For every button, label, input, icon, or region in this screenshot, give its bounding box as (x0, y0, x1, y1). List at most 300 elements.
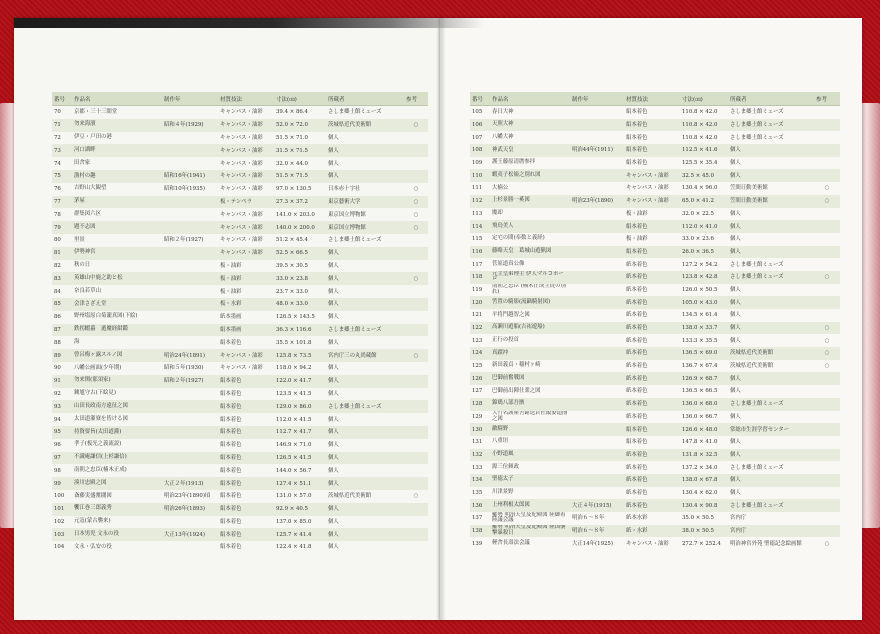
cell-year: 大正２年(1913) (162, 477, 218, 490)
cell-title: 孝子(板光之義流説) (74, 441, 122, 448)
cell-owner: 個人 (328, 416, 339, 423)
cell-title: 茅屋 (72, 196, 162, 209)
cell-title: 天照大神 (490, 119, 570, 132)
cell-medium: 絹本墨画 (218, 324, 274, 337)
cell-title: 羅勢 明治天皇及妃殿図 陸御着陸議会議 (492, 512, 566, 524)
cell-title: 正行の投首 (492, 336, 519, 343)
table-row (52, 388, 428, 401)
cell-title: 聖徳太子 (490, 474, 570, 487)
table-row (470, 537, 840, 550)
table-row (470, 131, 840, 144)
cell-ref: ○ (814, 347, 840, 360)
cell-medium: 板・テンペラ (218, 196, 274, 209)
cell-medium: キャンバス・油彩 (218, 221, 274, 234)
cell-title: 八重垣 (492, 438, 509, 445)
cell-medium: 絹本着色 (624, 246, 680, 259)
cell-year (570, 157, 624, 170)
cell-year (570, 131, 624, 144)
cell-no: 81 (52, 247, 72, 260)
cell-no: 71 (52, 119, 72, 132)
table-row (52, 119, 428, 132)
cell-year (570, 296, 624, 309)
table-row (470, 334, 840, 347)
cell-no: 85 (52, 298, 72, 311)
cell-size: 110.8 × 42.0 (682, 134, 718, 141)
cell-owner: さしま郷土館ミューズ (728, 119, 814, 132)
left-page (14, 18, 442, 620)
cell-title: 小野道風 (490, 449, 570, 462)
book-fold (436, 18, 446, 620)
cell-ref: ○ (814, 195, 840, 208)
cell-title: 漁村の趣 (72, 170, 162, 183)
cell-title: 持資要旨(太田道灌) (72, 426, 162, 439)
cell-size: 122.0 × 41.7 (274, 375, 326, 388)
cell-no: 80 (54, 237, 61, 244)
cell-medium: キャンバス・油彩 (220, 186, 263, 193)
cell-ref: ○ (413, 186, 419, 193)
cell-ref (404, 413, 428, 426)
cell-owner: さしま郷土館ミューズ (728, 271, 814, 284)
right-page (440, 18, 862, 620)
cell-year (162, 336, 218, 349)
table-row (52, 285, 428, 298)
cell-medium: 絹本着色 (218, 426, 274, 439)
cell-size: 31.5 × 71.5 (274, 144, 326, 157)
cell-owner: 個人 (328, 160, 339, 167)
cell-title: 川津景野 (492, 489, 514, 496)
cell-medium: 絹本着色 (218, 528, 274, 541)
cell-medium: 紙本着色 (624, 372, 680, 385)
table-row (470, 461, 840, 474)
cell-size: 112.5 × 41.6 (680, 144, 728, 157)
cell-size: 112.0 × 41.5 (276, 416, 312, 423)
cell-size: 136.5 × 69.0 (680, 347, 728, 360)
cell-medium: キャンバス・油彩 (218, 144, 274, 157)
cell-ref (404, 234, 428, 247)
cell-medium: キャンバス・油彩 (624, 195, 680, 208)
cell-size: 112.0 × 41.0 (680, 220, 728, 233)
cell-size: 136.0 × 66.7 (682, 413, 718, 420)
cell-year (570, 436, 624, 449)
table-row (470, 499, 840, 512)
cell-title: 田舎家 (74, 159, 91, 166)
cell-ref (814, 258, 840, 271)
cell-ref: ○ (824, 540, 830, 547)
cell-size: 92.9 × 40.5 (274, 503, 326, 516)
cell-owner: 個人 (326, 477, 404, 490)
header-size: 寸法(㎝) (680, 92, 728, 106)
table-row (52, 247, 428, 260)
cell-ref (404, 260, 428, 273)
header-size: 寸法(㎝) (274, 92, 326, 106)
cell-no: 112 (470, 195, 490, 208)
table-row (52, 362, 428, 375)
header-no: 番号 (470, 92, 490, 106)
cell-no: 117 (472, 261, 483, 268)
table-row (52, 144, 428, 157)
table-row (52, 272, 428, 285)
cell-ref (404, 285, 428, 298)
cell-title: 飛鳥美人 (490, 220, 570, 233)
cell-ref: ○ (404, 272, 428, 285)
cell-size: 110.8 × 42.0 (680, 119, 728, 132)
table-row (470, 106, 840, 119)
cell-title: 太田道灌寮を皆ける図 (74, 415, 128, 422)
cell-no: 75 (52, 170, 72, 183)
cell-size: 131.0 × 57.0 (276, 493, 312, 500)
cell-medium: 紙本着色 (626, 337, 648, 344)
cell-owner: 個人 (328, 288, 339, 295)
cell-title: 群集図六区 (74, 210, 101, 217)
cell-owner: 個人 (730, 439, 741, 446)
cell-year (162, 311, 218, 324)
cell-year: 昭和２年(1927) (162, 375, 218, 388)
cell-no: 116 (470, 246, 490, 259)
cell-year (162, 247, 218, 260)
cell-medium: 紙・水彩 (624, 525, 680, 538)
cell-size: 32.0 × 22.5 (682, 210, 714, 217)
cell-year (162, 516, 218, 529)
cell-no: 74 (54, 160, 61, 167)
cell-size: 141.0 × 203.0 (276, 211, 315, 218)
cell-ref (404, 464, 428, 477)
cell-medium: 絹本着色 (624, 220, 680, 233)
cell-no: 101 (52, 503, 72, 516)
header-ref: 参考 (404, 92, 428, 106)
cell-size: 125.7 × 41.4 (274, 528, 326, 541)
cell-no: 122 (470, 322, 490, 335)
cell-year (570, 334, 624, 347)
cell-size: 126.5 × 143.5 (276, 314, 315, 321)
cell-title: 南朝之忠臣 (楠木正成主従の別れ) (492, 283, 566, 295)
cell-title: 鉄拐蝦蟇 遁魔経紺鑑 (72, 324, 162, 337)
table-row (470, 182, 840, 195)
cell-no: 108 (470, 144, 490, 157)
cell-title: 吉野山大観望 (74, 185, 107, 192)
cell-medium: 紙本着色 (624, 499, 680, 512)
header-no: 番号 (52, 92, 72, 106)
cell-title: 源三位頼政 (492, 463, 519, 470)
cell-medium: キャンバス・油彩 (218, 170, 274, 183)
cell-year (162, 541, 218, 554)
cell-owner: 個人 (326, 298, 404, 311)
table-row (52, 349, 428, 362)
cell-owner: 個人 (326, 503, 404, 516)
table-header-row (470, 92, 840, 106)
table-row (52, 528, 428, 541)
cell-year (570, 309, 624, 322)
cell-medium: 絹本着色 (220, 390, 242, 397)
right-artwork-table (470, 92, 840, 550)
cell-title: 伊勢神宮 (72, 247, 162, 260)
cell-year (570, 474, 624, 487)
cell-ref (814, 385, 840, 398)
cell-ref (814, 309, 840, 322)
cell-no: 130 (470, 423, 490, 436)
cell-medium: 絹本着色 (220, 493, 242, 500)
cell-year: 昭和２年(1927) (164, 237, 204, 244)
cell-year: 明治24年(1891) (162, 349, 218, 362)
cell-owner: 個人 (730, 210, 741, 217)
cell-no: 97 (52, 452, 72, 465)
table-row (52, 170, 428, 183)
cell-medium: 紙本着色 (624, 322, 680, 335)
cell-ref (404, 298, 428, 311)
cell-title: 会津さざえ堂 (72, 298, 162, 311)
cell-year: 大正14年(1925) (572, 540, 613, 547)
cell-year (162, 400, 218, 413)
cell-no: 105 (472, 109, 483, 116)
cell-no: 128 (470, 398, 490, 411)
cell-owner: 個人 (730, 236, 741, 243)
table-header-row (52, 92, 428, 106)
cell-owner: 個人 (326, 170, 404, 183)
cell-ref (404, 247, 428, 260)
cell-owner: さしま郷土館ミューズ (730, 464, 784, 471)
cell-year (570, 284, 624, 297)
cell-year (162, 196, 218, 209)
cell-title: 護王藤原清麿参拝 (492, 159, 536, 166)
cell-year (162, 439, 218, 452)
cell-title: 大竹名護屋筈鎗送倉佐飯姿道圏之図 (492, 410, 568, 422)
cell-owner: 宮内庁 (728, 525, 814, 538)
cell-no: 126 (470, 372, 490, 385)
cell-title: 不識庵謙信(上杉謙信) (72, 452, 162, 465)
cell-year (162, 208, 218, 221)
cell-ref (814, 525, 840, 538)
cell-owner: 個人 (730, 337, 741, 344)
cell-year (162, 413, 218, 426)
cell-no: 129 (472, 413, 483, 420)
cell-ref (814, 220, 840, 233)
cell-no: 111 (472, 185, 483, 192)
cell-title: 英雄山中鹿之助と松 (72, 272, 162, 285)
table-row (52, 400, 428, 413)
cell-no: 123 (472, 337, 483, 344)
cell-year (570, 461, 624, 474)
cell-medium: 紙本着色 (624, 271, 680, 284)
cell-size: 65.0 × 41.2 (680, 195, 728, 208)
cell-ref (814, 474, 840, 487)
cell-owner: 宮内庁 (730, 515, 747, 522)
cell-medium: キャンバス・油彩 (626, 185, 669, 192)
cell-no: 136 (470, 499, 490, 512)
cell-owner: さしま郷土館ミューズ (728, 398, 814, 411)
cell-medium: 紙本着色 (624, 474, 680, 487)
cell-owner: さしま郷土館ミューズ (326, 324, 404, 337)
table-row (470, 512, 840, 525)
cell-year (570, 360, 624, 373)
table-row (52, 375, 428, 388)
cell-no: 102 (54, 518, 65, 525)
cell-no: 93 (52, 400, 72, 413)
cell-size: 51.5 × 71.0 (276, 134, 308, 141)
cell-owner: 個人 (328, 262, 339, 269)
cell-owner: 個人 (328, 134, 339, 141)
cell-owner: 茨城県近代美術館 (730, 363, 774, 370)
cell-size: 112.7 × 41.7 (274, 426, 326, 439)
cell-no: 86 (54, 314, 61, 321)
cell-title: 上州利根太郎図 (490, 499, 570, 512)
cell-ref (814, 449, 840, 462)
cell-medium: 紙本着色 (624, 449, 680, 462)
table-row (470, 360, 840, 373)
cell-year: 明治６～８年 (570, 525, 624, 538)
cell-medium: 紙本着色 (626, 413, 648, 420)
cell-no: 109 (472, 160, 483, 167)
cell-ref (814, 106, 840, 119)
cell-medium: 紙本着色 (626, 464, 648, 471)
cell-medium: 絹本着色 (220, 339, 242, 346)
cell-medium: 板・油彩 (626, 210, 648, 217)
cell-size: 51.2 × 45.4 (276, 237, 308, 244)
cell-year (570, 487, 624, 500)
cell-title: 平将門越智之図 (492, 311, 530, 318)
cell-size: 130.4 × 90.8 (680, 499, 728, 512)
cell-no: 134 (470, 474, 490, 487)
cell-owner: 個人 (728, 169, 814, 182)
cell-year (162, 132, 218, 145)
cell-medium: 板・水彩 (218, 298, 274, 311)
cell-title: 湊川忠殿之図 (72, 477, 162, 490)
header-owner: 所蔵者 (326, 92, 404, 106)
cell-size: 138.0 × 33.7 (680, 322, 728, 335)
cell-no: 88 (54, 339, 61, 346)
cell-year (570, 423, 624, 436)
cell-size: 32.0 × 44.0 (276, 160, 308, 167)
cell-year (570, 385, 624, 398)
cell-title: 曾呂梅ヶ露スルノ図 (72, 349, 162, 362)
table-row (52, 541, 428, 554)
cell-no: 87 (52, 324, 72, 337)
header-year: 制作年 (162, 92, 218, 106)
cell-owner: 個人 (730, 160, 741, 167)
cell-medium: 絹本着色 (624, 119, 680, 132)
cell-medium: キャンバス・油彩 (220, 211, 263, 218)
cell-ref (814, 436, 840, 449)
table-row (52, 298, 428, 311)
cell-year (570, 119, 624, 132)
cell-ref (404, 144, 428, 157)
cell-no: 89 (52, 349, 72, 362)
cell-size: 133.3 × 35.5 (682, 337, 718, 344)
cell-ref (814, 487, 840, 500)
cell-medium: 紙本着色 (626, 286, 648, 293)
cell-owner: さしま郷土館ミューズ (328, 237, 382, 244)
table-row (470, 322, 840, 335)
cell-ref (404, 132, 428, 145)
cell-title: 神武天皇 (490, 144, 570, 157)
cell-size: 123.5 × 41.5 (276, 390, 312, 397)
cell-year (162, 464, 218, 477)
cell-ref (814, 411, 840, 424)
cell-owner: 明治神宮外苑 聖徳記念絵画館 (730, 540, 802, 547)
cell-no: 133 (472, 464, 483, 471)
cell-owner: さしま郷土館ミューズ (730, 134, 784, 141)
cell-year: 明治44年(1911) (570, 144, 624, 157)
cell-title: 八幡公画面(少年期) (74, 364, 122, 371)
cell-size: 146.9 × 71.0 (276, 442, 312, 449)
cell-medium: キャンバス・油彩 (220, 365, 263, 372)
cell-medium: 板・油彩 (220, 262, 242, 269)
table-row (470, 195, 840, 208)
cell-owner: 常総市生涯学習センター (728, 423, 814, 436)
cell-size: 122.4 × 41.8 (276, 544, 312, 551)
table-row (470, 284, 840, 297)
table-row (52, 221, 428, 234)
header-medium: 材質技法 (218, 92, 274, 106)
cell-size: 125.5 × 35.4 (682, 160, 718, 167)
cell-no: 118 (470, 271, 490, 284)
cell-no: 72 (54, 134, 61, 141)
table-row (52, 157, 428, 170)
cell-no: 82 (54, 262, 61, 269)
cell-title: 真蹟冲 (490, 347, 570, 360)
cell-size: 26.0 × 36.5 (680, 246, 728, 259)
cell-title: 里景 (74, 236, 85, 243)
cell-medium: 絹本着色 (220, 467, 242, 474)
cell-medium: キャンバス・油彩 (218, 119, 274, 132)
cell-owner: 東京国立博物館 (328, 211, 366, 218)
cell-owner: 個人 (326, 375, 404, 388)
cell-ref (814, 144, 840, 157)
cell-no: 138 (470, 525, 490, 538)
cell-medium: キャンバス・油彩 (218, 349, 274, 362)
table-row (470, 169, 840, 182)
cell-year: 昭和５年(1930) (164, 365, 204, 372)
cell-owner: 笠間日動美術館 (728, 195, 814, 208)
cell-owner: さしま郷土館ミューズ (730, 261, 784, 268)
table-row (470, 411, 840, 424)
cell-medium: 板・油彩 (218, 272, 274, 285)
cell-title: 新田義貞・稲村ヶ崎 (492, 362, 541, 369)
cell-owner: 個人 (326, 528, 404, 541)
cell-size: 35.5 × 101.8 (276, 339, 312, 346)
cell-size: 123.8 × 42.8 (680, 271, 728, 284)
cell-size: 52.0 × 72.0 (274, 119, 326, 132)
cell-ref (404, 157, 428, 170)
cell-size: 272.7 × 252.4 (682, 540, 721, 547)
cell-ref (814, 157, 840, 170)
cell-owner: 個人 (728, 322, 814, 335)
cell-size: 39.5 × 30.5 (276, 262, 308, 269)
cell-year (570, 246, 624, 259)
cell-year (162, 324, 218, 337)
cell-owner: 茨城県近代美術館 (728, 347, 814, 360)
cell-no: 139 (472, 540, 483, 547)
table-row (52, 464, 428, 477)
cell-owner: 個人 (326, 426, 404, 439)
table-row (52, 516, 428, 529)
cell-owner: 個人 (728, 372, 814, 385)
cell-owner: さしま郷土館ミューズ (326, 400, 404, 413)
cell-owner: 個人 (328, 365, 339, 372)
cell-medium: 紙本着色 (624, 296, 680, 309)
cell-no: 84 (54, 288, 61, 295)
cell-year (570, 182, 624, 195)
cell-ref: ○ (404, 349, 428, 362)
cell-size: 127.4 × 51.1 (274, 477, 326, 490)
cell-ref (404, 426, 428, 439)
cell-ref (404, 375, 428, 388)
cell-ref (814, 208, 840, 221)
cell-size: 138.0 × 67.8 (680, 474, 728, 487)
cell-ref (404, 170, 428, 183)
cell-year (570, 220, 624, 233)
cell-ref: ○ (824, 185, 830, 192)
cell-title: 菅原道真公像 (492, 260, 525, 267)
cell-size: 35.0 × 50.5 (682, 515, 714, 522)
